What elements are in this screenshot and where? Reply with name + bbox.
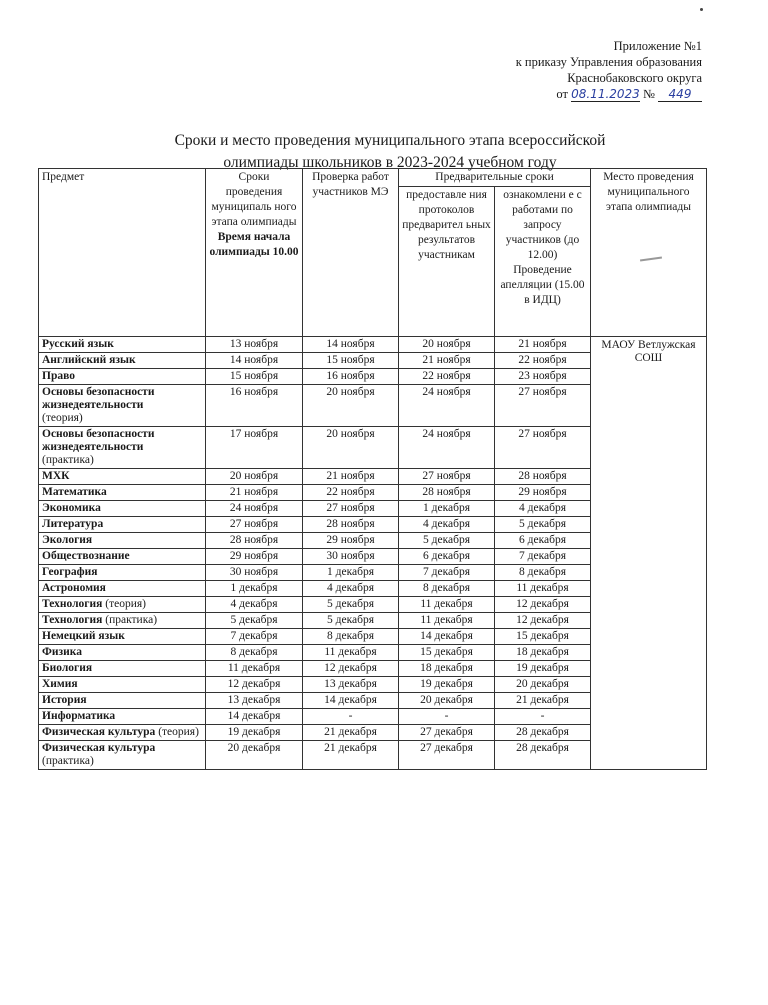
review-cell: 28 ноября xyxy=(495,469,591,485)
subject-name: Технология xyxy=(42,614,103,626)
subject-cell xyxy=(39,645,206,661)
protocols-cell: 11 декабря xyxy=(399,613,495,629)
subject-cell xyxy=(39,517,206,533)
subject-name: Основы безопасности жизнедеятельности xyxy=(42,386,155,411)
review-cell: 15 декабря xyxy=(495,629,591,645)
check-cell: 4 декабря xyxy=(303,581,399,597)
subject-name: МХК xyxy=(42,470,70,482)
protocols-cell: 1 декабря xyxy=(399,501,495,517)
protocols-cell: 24 ноября xyxy=(399,427,495,469)
protocols-cell: 27 ноября xyxy=(399,469,495,485)
header-subject: Предмет xyxy=(39,169,206,337)
header-place: Место проведения муниципального этапа олимпиады xyxy=(591,169,707,337)
header-dates xyxy=(206,169,303,337)
check-cell: 13 декабря xyxy=(303,677,399,693)
protocols-cell: 18 декабря xyxy=(399,661,495,677)
subject-name: Немецкий язык xyxy=(42,630,125,642)
date-cell: 20 ноября xyxy=(206,469,303,485)
subject-name: Обществознание xyxy=(42,550,130,562)
check-cell: 21 декабря xyxy=(303,725,399,741)
date-cell: 13 декабря xyxy=(206,693,303,709)
subject-cell xyxy=(39,533,206,549)
date-cell: 21 ноября xyxy=(206,485,303,501)
subject-suffix: (теория) xyxy=(105,598,146,610)
check-cell: 20 ноября xyxy=(303,385,399,427)
date-cell: 5 декабря xyxy=(206,613,303,629)
check-cell: 5 декабря xyxy=(303,613,399,629)
check-cell: 27 ноября xyxy=(303,501,399,517)
header-review: ознакомлени е с работами по запросу участников (до 12.00) Проведение апелляции (15.00 в ИДЦ) xyxy=(495,187,591,337)
date-cell: 20 декабря xyxy=(206,741,303,770)
date-cell: 4 декабря xyxy=(206,597,303,613)
review-cell: 12 декабря xyxy=(495,613,591,629)
protocols-cell: 27 декабря xyxy=(399,725,495,741)
review-cell: 5 декабря xyxy=(495,517,591,533)
appendix-line-2: к приказу Управления образования xyxy=(515,55,702,69)
subject-name: Литература xyxy=(42,518,104,530)
date-cell: 7 декабря xyxy=(206,629,303,645)
check-cell: 12 декабря xyxy=(303,661,399,677)
scan-speck xyxy=(700,8,703,11)
subject-cell xyxy=(39,581,206,597)
subject-cell xyxy=(39,661,206,677)
appendix-line-1: Приложение №1 xyxy=(613,39,702,53)
date-cell: 24 ноября xyxy=(206,501,303,517)
review-cell: 21 декабря xyxy=(495,693,591,709)
protocols-cell: 4 декабря xyxy=(399,517,495,533)
date-cell: 27 ноября xyxy=(206,517,303,533)
from-label: от xyxy=(556,87,568,101)
schedule-table xyxy=(38,168,707,770)
protocols-cell: 27 декабря xyxy=(399,741,495,770)
subject-name: Физическая культура xyxy=(42,742,156,754)
subject-cell xyxy=(39,427,206,469)
review-cell: 18 декабря xyxy=(495,645,591,661)
subject-name: Экология xyxy=(42,534,93,546)
subject-name: География xyxy=(42,566,98,578)
subject-name: История xyxy=(42,694,87,706)
protocols-cell: 11 декабря xyxy=(399,597,495,613)
protocols-cell: 20 ноября xyxy=(399,337,495,353)
check-cell: 20 ноября xyxy=(303,427,399,469)
check-cell: 30 ноября xyxy=(303,549,399,565)
check-cell: 14 декабря xyxy=(303,693,399,709)
subject-cell xyxy=(39,485,206,501)
protocols-cell: 24 ноября xyxy=(399,385,495,427)
subject-cell xyxy=(39,741,206,770)
title-line-2: олимпиады школьников в 2023-2024 учебном году xyxy=(223,154,557,171)
subject-suffix: (теория) xyxy=(42,412,83,424)
place-cell: МАОУ Ветлужская СОШ xyxy=(591,337,707,770)
subject-cell xyxy=(39,613,206,629)
title-line-1: Сроки и место проведения муниципального этапа всероссийской xyxy=(174,132,606,149)
subject-name: Химия xyxy=(42,678,78,690)
review-cell: 19 декабря xyxy=(495,661,591,677)
subject-suffix: (практика) xyxy=(42,454,94,466)
check-cell: 21 ноября xyxy=(303,469,399,485)
date-cell: 14 ноября xyxy=(206,353,303,369)
subject-cell xyxy=(39,549,206,565)
date-cell: 14 декабря xyxy=(206,709,303,725)
subject-name: Основы безопасности жизнедеятельности xyxy=(42,428,155,453)
subject-cell xyxy=(39,677,206,693)
subject-name: Физическая культура xyxy=(42,726,156,738)
subject-cell xyxy=(39,709,206,725)
subject-name: Русский язык xyxy=(42,338,114,350)
check-cell: 29 ноября xyxy=(303,533,399,549)
protocols-cell: 28 ноября xyxy=(399,485,495,501)
appendix-block xyxy=(440,38,702,102)
order-number: 449 xyxy=(658,87,702,102)
review-cell: 29 ноября xyxy=(495,485,591,501)
check-cell: 15 ноября xyxy=(303,353,399,369)
subject-name: Математика xyxy=(42,486,107,498)
subject-cell xyxy=(39,597,206,613)
date-cell: 12 декабря xyxy=(206,677,303,693)
subject-cell xyxy=(39,337,206,353)
subject-cell xyxy=(39,629,206,645)
header-protocols: предоставле ния протоколов предварител ьных результатов участникам xyxy=(399,187,495,337)
header-check: Проверка работ участников МЭ xyxy=(303,169,399,337)
protocols-cell: 14 декабря xyxy=(399,629,495,645)
subject-name: Право xyxy=(42,370,75,382)
subject-name: Информатика xyxy=(42,710,116,722)
check-cell: 21 декабря xyxy=(303,741,399,770)
date-cell: 28 ноября xyxy=(206,533,303,549)
subject-suffix: (теория) xyxy=(158,726,199,738)
review-cell: - xyxy=(495,709,591,725)
schedule-rows xyxy=(39,337,707,770)
review-cell: 12 декабря xyxy=(495,597,591,613)
check-cell: - xyxy=(303,709,399,725)
review-cell: 11 декабря xyxy=(495,581,591,597)
review-cell: 28 декабря xyxy=(495,741,591,770)
protocols-cell: 19 декабря xyxy=(399,677,495,693)
date-cell: 13 ноября xyxy=(206,337,303,353)
subject-cell xyxy=(39,693,206,709)
appendix-line-3: Краснобаковского округа xyxy=(567,71,702,85)
protocols-cell: 21 ноября xyxy=(399,353,495,369)
date-cell: 30 ноября xyxy=(206,565,303,581)
review-cell: 27 ноября xyxy=(495,427,591,469)
header-prelim: Предварительные сроки xyxy=(399,169,591,187)
check-cell: 5 декабря xyxy=(303,597,399,613)
header-dates-text: Сроки проведения муниципаль ного этапа олимпиады xyxy=(211,171,297,228)
review-cell: 21 ноября xyxy=(495,337,591,353)
header-row-1 xyxy=(39,169,707,187)
subject-cell xyxy=(39,353,206,369)
protocols-cell: 22 ноября xyxy=(399,369,495,385)
review-cell: 22 ноября xyxy=(495,353,591,369)
check-cell: 1 декабря xyxy=(303,565,399,581)
date-cell: 17 ноября xyxy=(206,427,303,469)
subject-name: Английский язык xyxy=(42,354,136,366)
check-cell: 11 декабря xyxy=(303,645,399,661)
review-cell: 6 декабря xyxy=(495,533,591,549)
subject-name: Технология xyxy=(42,598,103,610)
subject-cell xyxy=(39,369,206,385)
number-label: № xyxy=(642,87,655,101)
protocols-cell: 5 декабря xyxy=(399,533,495,549)
table-row xyxy=(39,337,707,353)
date-cell: 11 декабря xyxy=(206,661,303,677)
date-cell: 16 ноября xyxy=(206,385,303,427)
date-cell: 29 ноября xyxy=(206,549,303,565)
review-cell: 20 декабря xyxy=(495,677,591,693)
subject-suffix: (практика) xyxy=(42,755,94,767)
protocols-cell: 6 декабря xyxy=(399,549,495,565)
protocols-cell: 7 декабря xyxy=(399,565,495,581)
check-cell: 28 ноября xyxy=(303,517,399,533)
check-cell: 16 ноября xyxy=(303,369,399,385)
date-cell: 8 декабря xyxy=(206,645,303,661)
subject-cell xyxy=(39,469,206,485)
date-cell: 15 ноября xyxy=(206,369,303,385)
protocols-cell: 8 декабря xyxy=(399,581,495,597)
review-cell: 4 декабря xyxy=(495,501,591,517)
check-cell: 8 декабря xyxy=(303,629,399,645)
subject-name: Экономика xyxy=(42,502,101,514)
header-start-time: Время начала олимпиады 10.00 xyxy=(209,231,299,258)
check-cell: 22 ноября xyxy=(303,485,399,501)
subject-cell xyxy=(39,725,206,741)
date-cell: 19 декабря xyxy=(206,725,303,741)
order-date: 08.11.2023 xyxy=(571,87,640,101)
review-cell: 8 декабря xyxy=(495,565,591,581)
check-cell: 14 ноября xyxy=(303,337,399,353)
protocols-cell: - xyxy=(399,709,495,725)
review-cell: 23 ноября xyxy=(495,369,591,385)
subject-suffix: (практика) xyxy=(105,614,158,626)
subject-name: Биология xyxy=(42,662,93,674)
subject-cell xyxy=(39,501,206,517)
subject-cell xyxy=(39,565,206,581)
subject-name: Физика xyxy=(42,646,82,658)
subject-cell xyxy=(39,385,206,427)
date-cell: 1 декабря xyxy=(206,581,303,597)
appendix-date-line xyxy=(440,86,702,102)
protocols-cell: 15 декабря xyxy=(399,645,495,661)
protocols-cell: 20 декабря xyxy=(399,693,495,709)
review-cell: 28 декабря xyxy=(495,725,591,741)
subject-name: Астрономия xyxy=(42,582,106,594)
review-cell: 7 декабря xyxy=(495,549,591,565)
review-cell: 27 ноября xyxy=(495,385,591,427)
